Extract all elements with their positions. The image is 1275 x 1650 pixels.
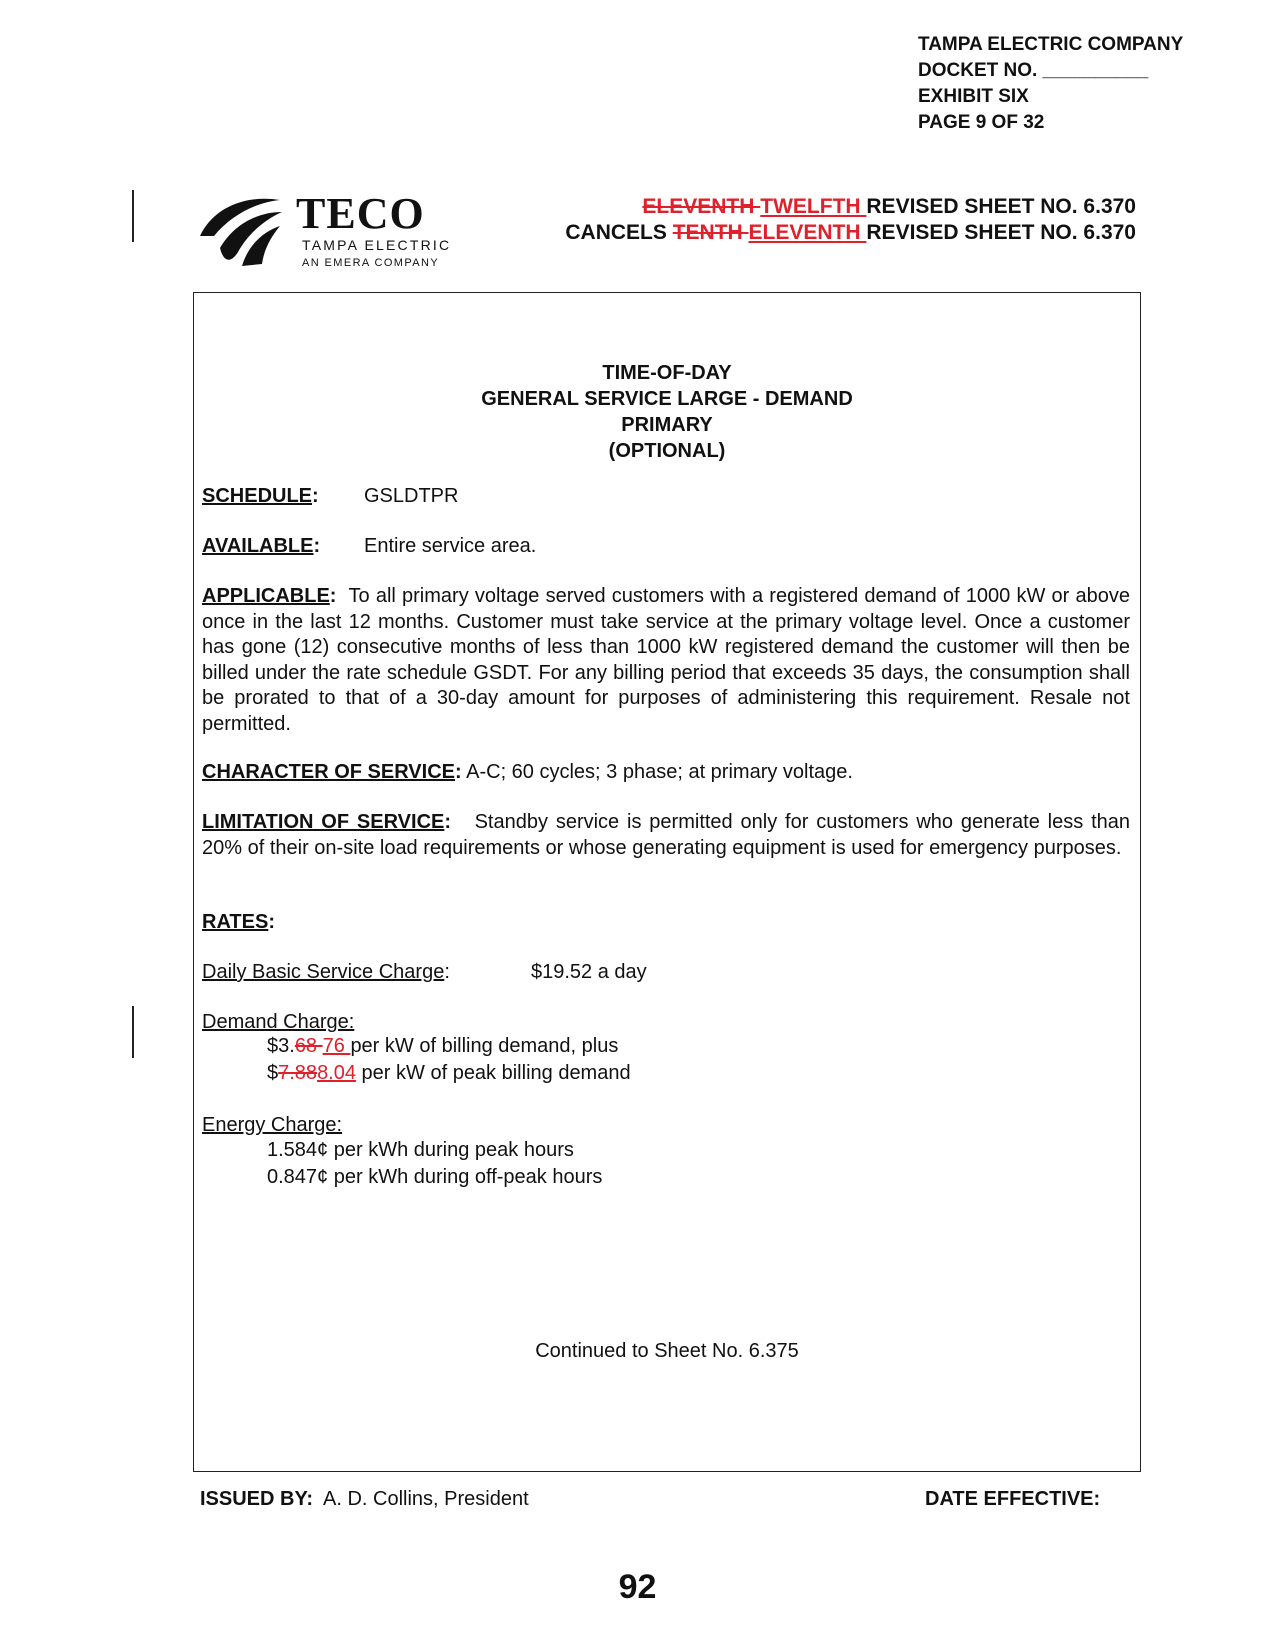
struck-text: ELEVENTH xyxy=(642,195,761,218)
available-value: Entire service area. xyxy=(364,535,537,557)
exhibit-header xyxy=(918,32,1183,136)
teco-logo xyxy=(198,189,452,273)
schedule-row: SCHEDULE: GSLDTPR xyxy=(202,484,1130,510)
revision-bar xyxy=(132,190,134,242)
available-label: AVAILABLE xyxy=(202,535,314,557)
basic-charge-row: Daily Basic Service Charge: $19.52 a day xyxy=(202,960,1130,986)
applicable-text: To all primary voltage served customers with a registered demand of 1000 kW or above once in the last 12 months. Customer must take service at the primary voltage level. Once a customer has gone (12) consecutive months of less than 1000 kW registered demand the customer will then be billed under the rate schedule GSDT. For any billing period that exceeds 35 days, the consumption shall be prorated to that of a 30-day amount for purposes of administering this requirement. Resale not permitted. xyxy=(202,585,1130,735)
docket-number: DOCKET NO. __________ xyxy=(918,60,1149,81)
revision-bar xyxy=(132,1006,134,1058)
exhibit-label: EXHIBIT SIX xyxy=(918,86,1029,107)
sheet-number xyxy=(565,194,1136,246)
applicable-label: APPLICABLE xyxy=(202,585,330,607)
character-label: CHARACTER OF SERVICE xyxy=(202,761,455,783)
struck-text: 68 xyxy=(294,1035,323,1057)
logo-wordmark: TECO xyxy=(296,189,425,238)
available-row: AVAILABLE: Entire service area. xyxy=(202,534,1130,560)
issued-label: ISSUED BY: xyxy=(200,1488,313,1510)
character-value: A-C; 60 cycles; 3 phase; at primary voltage. xyxy=(466,761,853,783)
energy-charge-label: Energy Charge: xyxy=(202,1114,343,1136)
inserted-text: 76 xyxy=(322,1035,351,1057)
logo-subtitle: TAMPA ELECTRIC xyxy=(302,237,452,253)
inserted-text: ELEVENTH xyxy=(748,221,867,244)
rates-label: RATES xyxy=(202,911,269,933)
schedule-label: SCHEDULE xyxy=(202,485,313,507)
demand-charge-label: Demand Charge: xyxy=(202,1011,355,1033)
sheet-line1: REVISED SHEET NO. 6.370 xyxy=(866,195,1136,218)
limitation-text: Standby service is permitted only for customers who generate less than 20% of their on-site load requirements or whose generating equipment is used for emergency purposes. xyxy=(202,811,1131,859)
company-name: TAMPA ELECTRIC COMPANY xyxy=(918,34,1184,55)
title-line: PRIMARY xyxy=(621,414,713,436)
limitation-label: LIMITATION OF SERVICE xyxy=(202,811,445,833)
basic-charge-value: $19.52 a day xyxy=(531,961,647,983)
date-effective-label: DATE EFFECTIVE: xyxy=(925,1488,1101,1510)
basic-charge-label: Daily Basic Service Charge xyxy=(202,961,445,983)
inserted-text: 8.04 xyxy=(317,1062,356,1084)
issued-by xyxy=(200,1488,529,1511)
schedule-value: GSLDTPR xyxy=(364,485,459,507)
struck-text: TENTH xyxy=(672,221,749,244)
rates-heading: RATES: xyxy=(202,911,275,933)
logo-tagline: AN EMERA COMPANY xyxy=(302,257,440,269)
inserted-text: TWELFTH xyxy=(760,195,867,218)
limitation-paragraph: LIMITATION OF SERVICE: Standby service is permitted only for customers who generate less than 20% of their on-site load requirements or whose generating equipment is used for emergency purposes. xyxy=(202,811,1131,859)
energy-charge-peak: 1.584¢ per kWh during peak hours xyxy=(267,1139,574,1161)
sheet-line2: REVISED SHEET NO. 6.370 xyxy=(866,221,1136,244)
struck-text: 7.88 xyxy=(278,1062,318,1084)
continued-note: Continued to Sheet No. 6.375 xyxy=(535,1340,799,1362)
demand-charge-line: $3.68 76 per kW of billing demand, plus xyxy=(267,1035,619,1057)
demand-charge-line: $7.888.04 per kW of peak billing demand xyxy=(267,1062,631,1084)
cancels-label: CANCELS xyxy=(565,221,673,244)
title-line: TIME-OF-DAY xyxy=(602,362,732,384)
issued-value: A. D. Collins, President xyxy=(323,1488,529,1510)
page-number: 92 xyxy=(618,1568,657,1606)
page-of-label: PAGE 9 OF 32 xyxy=(918,112,1045,133)
character-row: CHARACTER OF SERVICE: A-C; 60 cycles; 3 phase; at primary voltage. xyxy=(202,761,853,783)
tariff-title xyxy=(193,360,1141,464)
title-line: GENERAL SERVICE LARGE - DEMAND xyxy=(481,388,853,410)
title-line: (OPTIONAL) xyxy=(608,440,726,462)
applicable-paragraph: APPLICABLE: To all primary voltage served customers with a registered demand of 1000 kW or above once in the last 12 months. Customer must take service at the primary voltage level. Once a customer has gone (12) consecutive months of less than 1000 kW registered demand the customer will then be billed under the rate schedule GSDT. For any billing period that exceeds 35 days, the consumption shall be prorated to that of a 30-day amount for purposes of administering this requirement. Resale not permitted. xyxy=(202,585,1130,735)
teco-swoosh-icon xyxy=(198,190,288,268)
tariff-box xyxy=(193,292,1141,1472)
energy-charge-offpeak: 0.847¢ per kWh during off-peak hours xyxy=(267,1166,603,1188)
